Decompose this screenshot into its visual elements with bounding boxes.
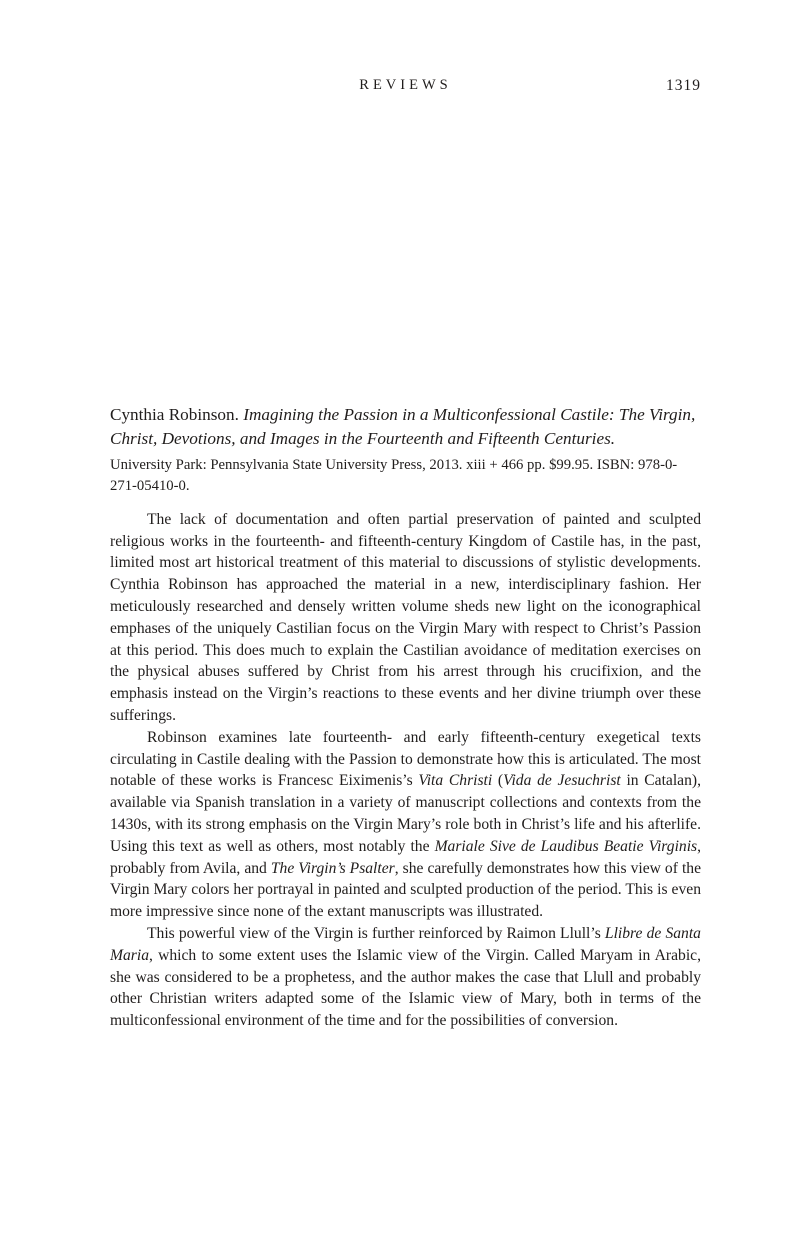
review-body xyxy=(110,509,701,1032)
running-head: REVIEWS xyxy=(359,77,452,93)
review-paragraph-1: The lack of documentation and often partial preservation of painted and sculpted religious works in the fourteenth- and fifteenth-century Kingdom of Castile has, in the past, limited most art historical treatment of this material to discussions of stylistic developments. Cynthia Robinson has approached the material in a new, interdisciplinary fashion. Her meticulously researched and densely written volume sheds new light on the iconographical emphases of the uniquely Castilian focus on the Virgin Mary with respect to Christ’s Passion at this period. This does much to explain the Castilian avoidance of meditation exercises on the physical abuses suffered by Christ from his arrest through his crucifixion, and the emphasis instead on the Virgin’s reactions to these events and her divine triumph over these sufferings. xyxy=(110,510,701,724)
publication-imprint: University Park: Pennsylvania State University Press, 2013. xiii + 466 pp. $99.95. ISBN: 978-0-271-05410-0. xyxy=(110,456,678,494)
book-review xyxy=(110,403,701,1032)
page-number: 1319 xyxy=(666,77,701,94)
review-paragraph-2: Robinson examines late fourteenth- and early fifteenth-century exegetical texts circulating in Castile dealing with the Passion to demonstrate how this is articulated. The most notable of these works is Francesc Eiximenis’s Vita Christi (Vida de Jesuchrist in Catalan), available via Spanish translation in a variety of manuscript collections and contexts from the 1430s, with its strong emphasis on the Virgin Mary’s role both in Christ’s life and his afterlife. Using this text as well as others, most notably the Mariale Sive de Laudibus Beatie Virginis, probably from Avila, and The Virgin’s Psalter, she carefully demonstrates how this view of the Virgin Mary colors her portrayal in painted and sculpted production of the period. This is even more impressive since none of the extant manuscripts was illustrated. xyxy=(110,728,702,921)
review-paragraph-3: This powerful view of the Virgin is further reinforced by Raimon Llull’s Llibre de Santa Maria, which to some extent uses the Islamic view of the Virgin. Called Maryam in Arabic, she was considered to be a prophetess, and the author makes the case that Llull and probably other Christian writers adapted some of the Islamic view of Mary, both in terms of the multiconfessional environment of the time and for the possibilities of conversion. xyxy=(110,924,701,1030)
page-header xyxy=(110,77,701,94)
book-citation: Cynthia Robinson. Imagining the Passion in a Multiconfessional Castile: The Virgin, Christ, Devotions, and Images in the Fourteenth and Fifteenth Centuries. xyxy=(110,405,696,449)
